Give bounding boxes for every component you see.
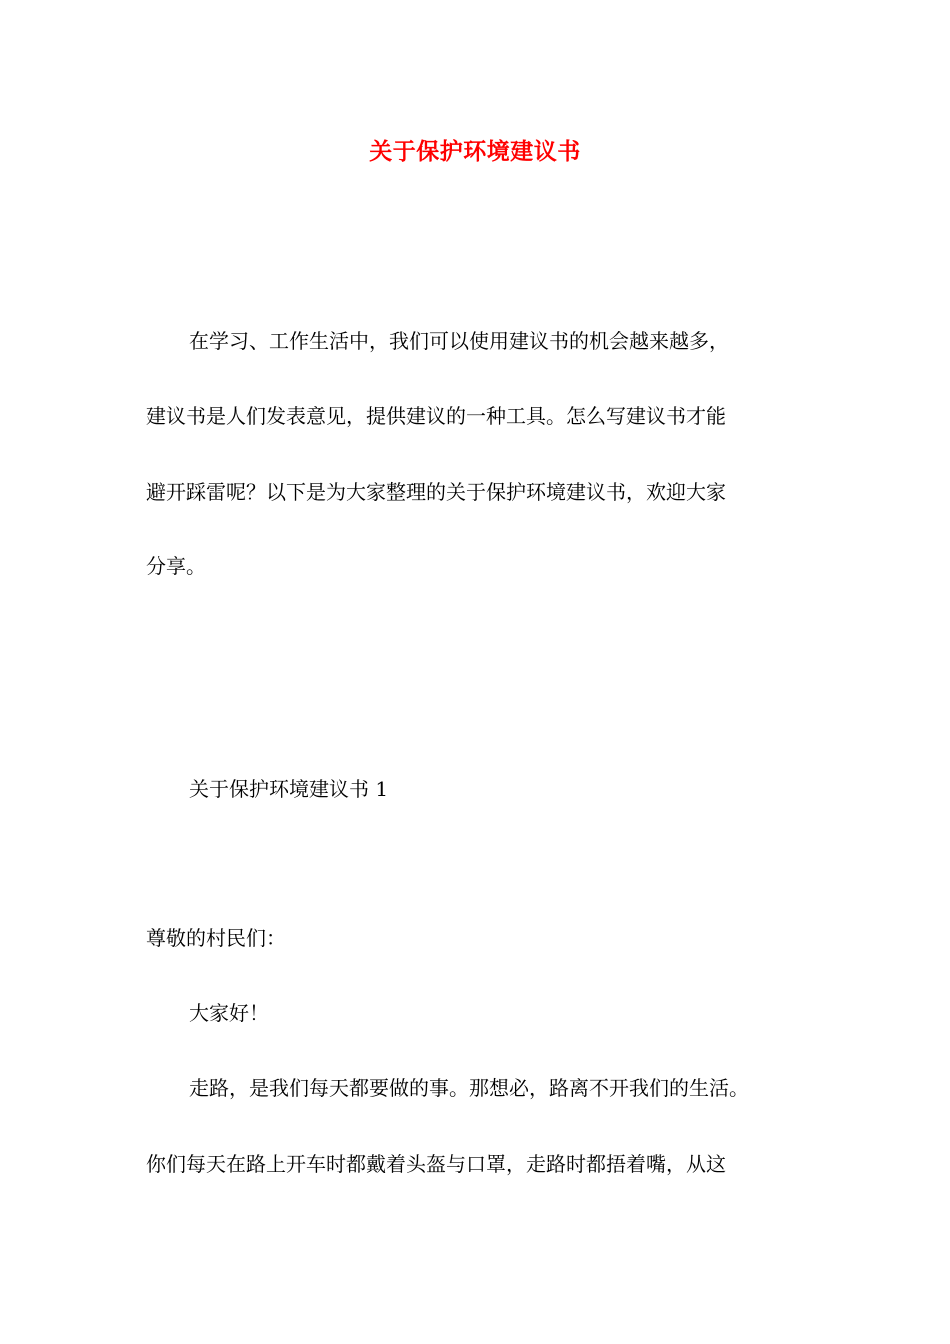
body-line-2: 你们每天在路上开车时都戴着头盔与口罩，走路时都捂着嘴，从这 — [146, 1152, 726, 1176]
section-heading: 关于保护环境建议书 1 — [189, 777, 389, 801]
intro-line-3: 避开踩雷呢？以下是为大家整理的关于保护环境建议书，欢迎大家 — [146, 480, 726, 504]
greeting: 大家好！ — [189, 1001, 269, 1025]
body-line-1: 走路，是我们每天都要做的事。那想必，路离不开我们的生活。 — [189, 1076, 749, 1100]
document-title: 关于保护环境建议书 — [369, 138, 581, 165]
intro-line-2: 建议书是人们发表意见，提供建议的一种工具。怎么写建议书才能 — [146, 404, 726, 428]
salutation: 尊敬的村民们： — [146, 926, 286, 950]
intro-line-4: 分享。 — [146, 554, 206, 578]
intro-line-1: 在学习、工作生活中，我们可以使用建议书的机会越来越多， — [189, 329, 729, 353]
